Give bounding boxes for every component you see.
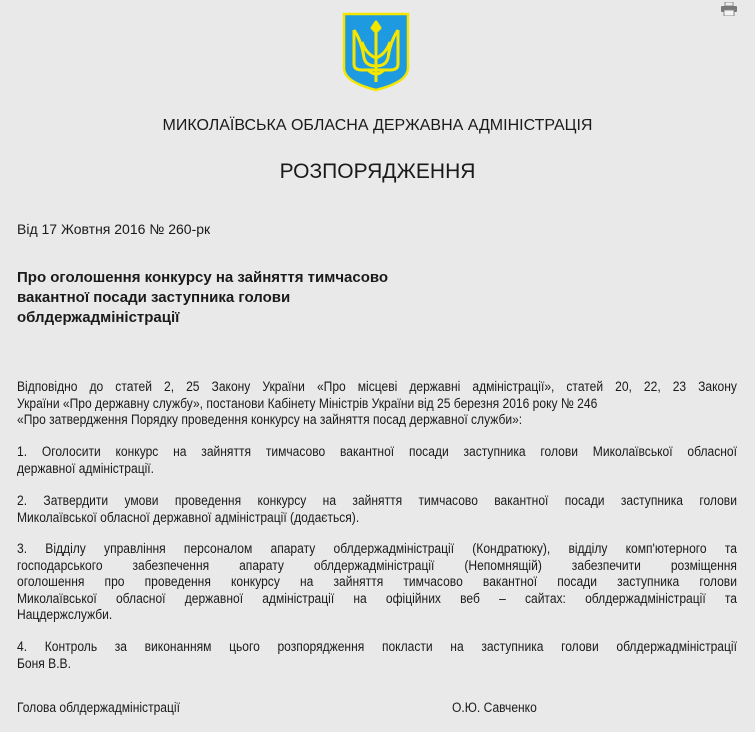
clause-2: [17, 493, 737, 526]
text-line: оголошення про проведення конкурсу на зайняття тимчасово вакантної посади заступника голови: [17, 574, 737, 590]
preamble-paragraph: [17, 379, 737, 429]
text-line: Миколаївської обласної державної адміністрації (додається).: [17, 509, 360, 526]
document-subject: [17, 268, 388, 328]
printer-icon[interactable]: [721, 2, 737, 16]
text-line: Миколаївської обласної державної адміністрації на офіційних веб – сайтах: облдержадміністрації та: [17, 590, 737, 607]
text-line: господарського забезпечення апарату облдержадміністрації (Непомнящій) забезпечити розміщення: [17, 557, 737, 574]
text-line: 4. Контроль за виконанням цього розпорядження покласти на заступника голови облдержадміністрації: [17, 639, 737, 655]
text-line: Нацдержслужби.: [17, 607, 113, 623]
subject-line: вакантної посади заступника голови: [17, 289, 291, 306]
organization-name: МИКОЛАЇВСЬКА ОБЛАСНА ДЕРЖАВНА АДМІНІСТРАЦІЯ: [162, 117, 593, 134]
subject-line: Про оголошення конкурсу на зайняття тимчасово: [17, 269, 389, 286]
signatory-name: О.Ю. Савченко: [452, 700, 537, 716]
text-line: «Про затвердження Порядку проведення конкурсу на зайняття посад державної служби»:: [17, 412, 523, 428]
text-line: України «Про державну службу», постанови Кабінету Міністрів України від 25 березня 2016 року № 246: [17, 395, 598, 412]
clause-4: [17, 639, 737, 672]
text-line: 1. Оголосити конкурс на зайняття тимчасово вакантної посади заступника голови Миколаївської обласної: [17, 444, 737, 460]
document-type-title: РОЗПОРЯДЖЕННЯ: [279, 160, 476, 183]
text-line: 2. Затвердити умови проведення конкурсу на зайняття тимчасово вакантної посади заступника голови: [17, 493, 737, 509]
document-date-number: Від 17 Жовтня 2016 № 260-рк: [17, 221, 211, 237]
text-line: державної адміністрації.: [17, 460, 155, 477]
text-line: 3. Відділу управління персоналом апарату облдержадміністрації (Кондратюку), відділу комп'ютерного та: [17, 541, 737, 557]
clause-3: [17, 541, 737, 624]
text-line: Боня В.В.: [17, 655, 71, 672]
text-line: Відповідно до статей 2, 25 Закону України «Про місцеві державні адміністрації», статей 20, 22, 23 Закону: [17, 379, 737, 395]
coat-of-arms-icon: [342, 12, 410, 92]
signatory-position: Голова облдержадміністрації: [17, 700, 180, 716]
clause-1: [17, 444, 737, 477]
subject-line: облдержадміністрації: [17, 309, 180, 326]
